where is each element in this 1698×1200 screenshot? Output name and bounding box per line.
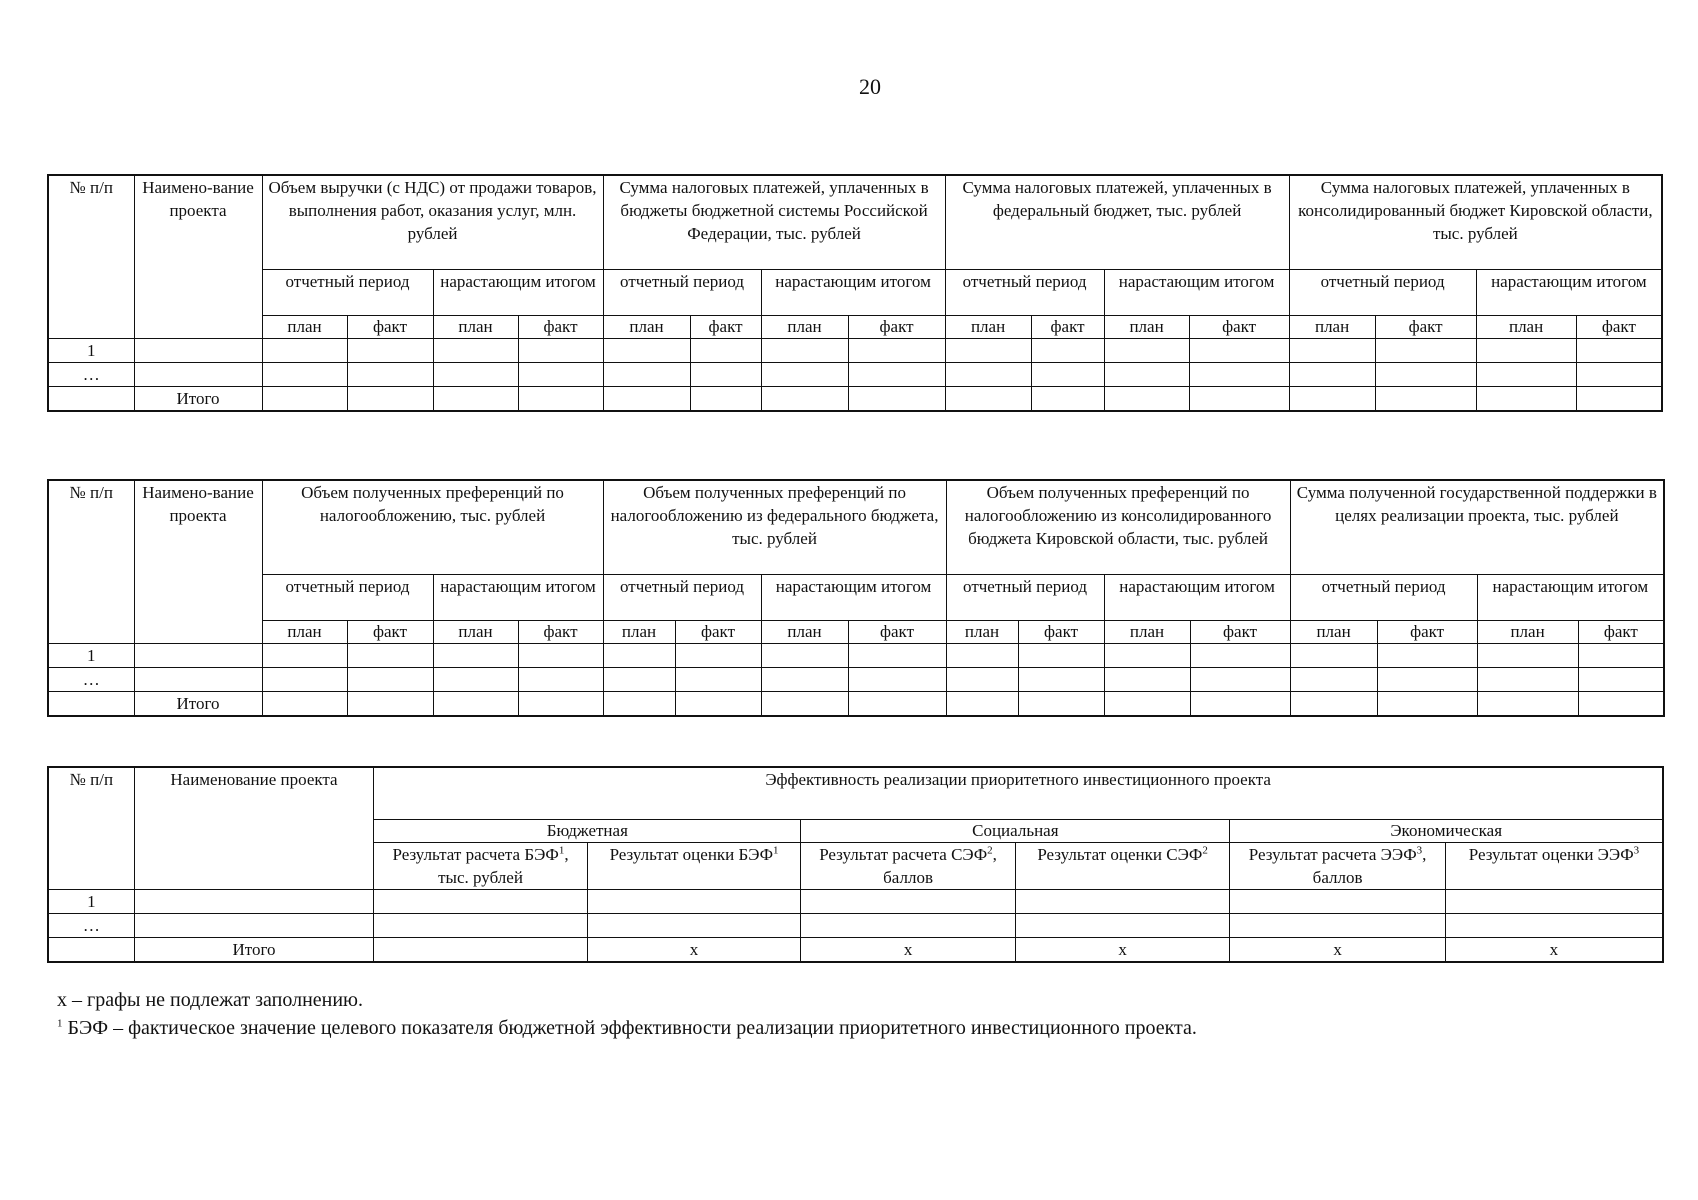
project-name-header: Наименование проекта bbox=[134, 767, 374, 889]
total-bef-eval: x bbox=[587, 937, 801, 962]
num-header: № п/п bbox=[48, 175, 134, 338]
total-eef-eval: x bbox=[1445, 937, 1663, 962]
reporting-period-header: отчетный период bbox=[1290, 574, 1477, 620]
efficiency-table bbox=[47, 766, 1664, 963]
table-row bbox=[48, 913, 1663, 937]
plan-header: план bbox=[761, 315, 848, 338]
plan-header: план bbox=[1476, 315, 1576, 338]
num-header: № п/п bbox=[48, 480, 134, 643]
table-row bbox=[48, 338, 1662, 362]
sef-eval-header: Результат оценки СЭФ$^2$ bbox=[1015, 842, 1230, 889]
table-row bbox=[48, 889, 1663, 913]
eef-calc-header: Результат расчета ЭЭФ$^3$, баллов bbox=[1230, 842, 1446, 889]
plan-header: план bbox=[761, 620, 848, 643]
reporting-period-header: отчетный период bbox=[945, 269, 1104, 315]
social-category: Социальная bbox=[801, 819, 1230, 842]
tax-all-budgets-header: Сумма налоговых платежей, уплаченных в бюджеты бюджетной системы Российской Федерации, тыс. рублей bbox=[603, 175, 945, 269]
total-label: Итого bbox=[134, 937, 374, 962]
state-support-header: Сумма полученной государственной поддержки в целях реализации проекта, тыс. рублей bbox=[1290, 480, 1664, 574]
plan-header: план bbox=[946, 620, 1018, 643]
cumulative-header: нарастающим итогом bbox=[761, 574, 946, 620]
plan-header: план bbox=[1290, 620, 1377, 643]
tax-regional-header: Сумма налоговых платежей, уплаченных в консолидированный бюджет Кировской области, тыс. рублей bbox=[1289, 175, 1662, 269]
eef-eval-header: Результат оценки ЭЭФ$^3$ bbox=[1445, 842, 1663, 889]
preferences-table bbox=[47, 479, 1665, 717]
plan-header: план bbox=[603, 315, 690, 338]
fact-header: факт bbox=[1190, 620, 1290, 643]
tax-federal-header: Сумма налоговых платежей, уплаченных в федеральный бюджет, тыс. рублей bbox=[945, 175, 1289, 269]
plan-header: план bbox=[1104, 620, 1190, 643]
plan-header: план bbox=[945, 315, 1031, 338]
bef-eval-header: Результат оценки БЭФ$^1$ bbox=[587, 842, 801, 889]
reporting-period-header: отчетный период bbox=[946, 574, 1104, 620]
reporting-period-header: отчетный период bbox=[262, 574, 433, 620]
table-row bbox=[48, 643, 1664, 667]
fact-header: факт bbox=[1018, 620, 1104, 643]
row-ellipsis: … bbox=[48, 913, 134, 937]
fact-header: факт bbox=[518, 315, 603, 338]
cumulative-header: нарастающим итогом bbox=[1476, 269, 1662, 315]
efficiency-header: Эффективность реализации приоритетного инвестиционного проекта bbox=[374, 767, 1663, 819]
total-row bbox=[48, 691, 1664, 716]
fact-header: факт bbox=[1377, 620, 1477, 643]
fact-header: факт bbox=[1031, 315, 1104, 338]
total-bef-calc bbox=[374, 937, 588, 962]
fact-header: факт bbox=[690, 315, 761, 338]
preferences-regional-header: Объем полученных преференций по налогообложению из консолидированного бюджета Кировской области, тыс. рублей bbox=[946, 480, 1290, 574]
row-number: 1 bbox=[48, 889, 134, 913]
table-row bbox=[48, 667, 1664, 691]
table-row bbox=[48, 362, 1662, 386]
bef-calc-header: Результат расчета БЭФ$^1$, тыс. рублей bbox=[374, 842, 588, 889]
reporting-period-header: отчетный период bbox=[603, 269, 761, 315]
plan-header: план bbox=[433, 620, 518, 643]
total-sef-calc: x bbox=[801, 937, 1016, 962]
fact-header: факт bbox=[848, 620, 946, 643]
fact-header: факт bbox=[1576, 315, 1662, 338]
row-number: 1 bbox=[48, 338, 134, 362]
plan-header: план bbox=[1477, 620, 1578, 643]
economic-category: Экономическая bbox=[1230, 819, 1663, 842]
plan-header: план bbox=[262, 620, 347, 643]
preferences-header: Объем полученных преференций по налогообложению, тыс. рублей bbox=[262, 480, 603, 574]
plan-header: план bbox=[603, 620, 675, 643]
plan-header: план bbox=[262, 315, 347, 338]
fact-header: факт bbox=[1375, 315, 1476, 338]
row-number: 1 bbox=[48, 643, 134, 667]
project-name-header: Наимено-вание проекта bbox=[134, 175, 262, 338]
total-label: Итого bbox=[134, 386, 262, 411]
row-ellipsis: … bbox=[48, 362, 134, 386]
fact-header: факт bbox=[347, 620, 433, 643]
total-eef-calc: x bbox=[1230, 937, 1446, 962]
row-ellipsis: … bbox=[48, 667, 134, 691]
fact-header: факт bbox=[675, 620, 761, 643]
fact-header: факт bbox=[347, 315, 433, 338]
fact-header: факт bbox=[518, 620, 603, 643]
plan-header: план bbox=[1289, 315, 1375, 338]
total-row bbox=[48, 937, 1663, 962]
footnote-1: $^1$ БЭФ – фактическое значение целевого показателя бюджетной эффективности реализации приоритетного инвестиционного проекта. bbox=[57, 1017, 1197, 1039]
total-label: Итого bbox=[134, 691, 262, 716]
reporting-period-header: отчетный период bbox=[1289, 269, 1476, 315]
total-sef-eval: x bbox=[1015, 937, 1230, 962]
footnotes bbox=[57, 986, 1197, 1042]
plan-header: план bbox=[1104, 315, 1189, 338]
total-row bbox=[48, 386, 1662, 411]
cumulative-header: нарастающим итогом bbox=[433, 574, 603, 620]
reporting-period-header: отчетный период bbox=[603, 574, 761, 620]
cumulative-header: нарастающим итогом bbox=[1104, 574, 1290, 620]
plan-header: план bbox=[433, 315, 518, 338]
cumulative-header: нарастающим итогом bbox=[1477, 574, 1664, 620]
tax-payments-table bbox=[47, 174, 1663, 412]
cumulative-header: нарастающим итогом bbox=[761, 269, 945, 315]
num-header: № п/п bbox=[48, 767, 134, 889]
budget-category: Бюджетная bbox=[374, 819, 801, 842]
preferences-federal-header: Объем полученных преференций по налогообложению из федерального бюджета, тыс. рублей bbox=[603, 480, 946, 574]
fact-header: факт bbox=[848, 315, 945, 338]
cumulative-header: нарастающим итогом bbox=[433, 269, 603, 315]
fact-header: факт bbox=[1578, 620, 1664, 643]
fact-header: факт bbox=[1189, 315, 1289, 338]
cumulative-header: нарастающим итогом bbox=[1104, 269, 1289, 315]
sef-calc-header: Результат расчета СЭФ$^2$, баллов bbox=[801, 842, 1016, 889]
revenue-header: Объем выручки (с НДС) от продажи товаров, выполнения работ, оказания услуг, млн. рублей bbox=[262, 175, 603, 269]
x-footnote: x – графы не подлежат заполнению. bbox=[57, 989, 363, 1011]
reporting-period-header: отчетный период bbox=[262, 269, 433, 315]
page-number: 20 bbox=[859, 74, 881, 99]
project-name-header: Наимено-вание проекта bbox=[134, 480, 262, 643]
